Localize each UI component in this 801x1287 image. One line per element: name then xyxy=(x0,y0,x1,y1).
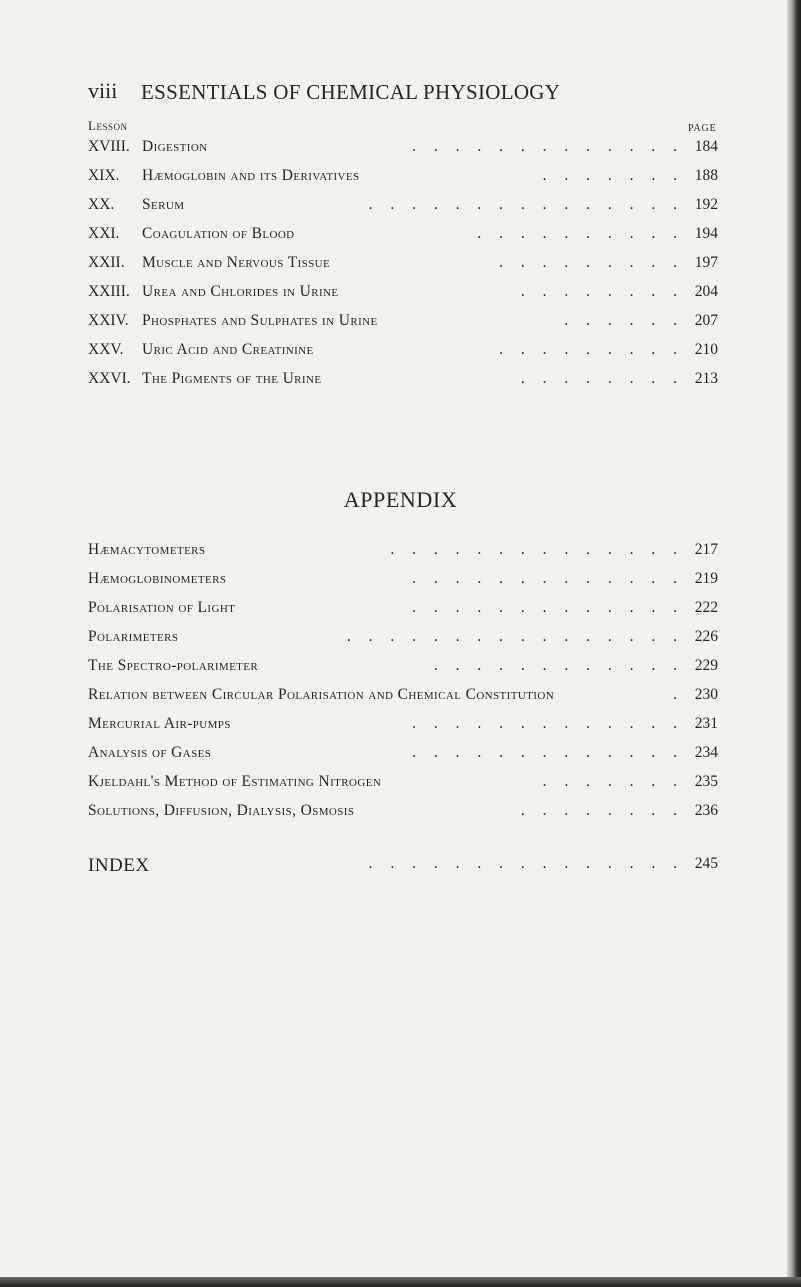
toc-row xyxy=(88,196,718,222)
toc-row xyxy=(88,225,718,251)
lesson-number: XX. xyxy=(88,196,115,213)
page-number: 222 xyxy=(694,599,718,616)
toc-row xyxy=(88,312,718,338)
page-number: 245 xyxy=(694,855,718,872)
toc-row xyxy=(88,570,718,596)
page-header xyxy=(88,78,688,108)
page-number: 229 xyxy=(694,657,718,674)
page-number: 236 xyxy=(694,802,718,819)
lesson-number: XVIII. xyxy=(88,138,130,155)
toc-row xyxy=(88,773,718,799)
lesson-number: XXIV. xyxy=(88,312,129,329)
page-number: 226 xyxy=(694,628,718,645)
page-number: 234 xyxy=(694,744,718,761)
appendix-title: Analysis of Gases xyxy=(88,744,212,761)
lesson-title: Phosphates and Sulphates in Urine xyxy=(142,312,378,329)
page-number: 213 xyxy=(694,370,718,387)
leader-dots: . . . . . . . . xyxy=(520,370,684,387)
appendix-title: Relation between Circular Polarisation and Chemical Constitution xyxy=(88,686,555,703)
lesson-title: Digestion xyxy=(142,138,208,155)
appendix-title: Hæmoglobinometers xyxy=(88,570,227,587)
toc-row xyxy=(88,686,718,712)
page-number: 192 xyxy=(694,196,718,213)
toc-row xyxy=(88,657,718,683)
page-edge-shadow xyxy=(787,0,801,1287)
toc-row xyxy=(88,715,718,741)
lesson-title: Uric Acid and Creatinine xyxy=(142,341,314,358)
page-number: 230 xyxy=(694,686,718,703)
appendix-heading: APPENDIX xyxy=(343,487,458,512)
leader-dots: . . . . . . . xyxy=(542,773,684,790)
leader-dots: . . . . . . . . . xyxy=(499,254,684,271)
toc-row xyxy=(88,283,718,309)
toc-row xyxy=(88,167,718,193)
lesson-column-heading: Lesson xyxy=(88,118,128,133)
toc-row xyxy=(88,855,718,881)
lesson-title: Muscle and Nervous Tissue xyxy=(142,254,331,271)
toc-row xyxy=(88,628,718,654)
leader-dots: . . . . . . . . xyxy=(520,283,684,300)
toc-row xyxy=(88,802,718,828)
leader-dots: . . . . . . . . . . . . . xyxy=(412,715,684,732)
lesson-number: XXIII. xyxy=(88,283,130,300)
leader-dots: . . . . . . . . . . xyxy=(477,225,684,242)
toc-row xyxy=(88,541,718,567)
leader-dots: . . . . . . . . . . . . xyxy=(433,657,684,674)
lesson-title: Urea and Chlorides in Urine xyxy=(142,283,339,300)
page-number: 210 xyxy=(694,341,718,358)
appendix-title: Solutions, Diffusion, Dialysis, Osmosis xyxy=(88,802,355,819)
lesson-number: XXI. xyxy=(88,225,120,242)
page-column-heading: PAGE xyxy=(688,123,717,134)
page-number: 219 xyxy=(694,570,718,587)
page-number: 188 xyxy=(694,167,718,184)
leader-dots: . . . . . . . . xyxy=(520,802,684,819)
running-title: ESSENTIALS OF CHEMICAL PHYSIOLOGY xyxy=(141,80,561,104)
page-bottom-edge xyxy=(0,1277,801,1287)
page-number: 204 xyxy=(694,283,718,300)
leader-dots: . . . . . . . . . . . . . xyxy=(412,744,684,761)
page-number: 184 xyxy=(694,138,718,155)
lesson-title: Coagulation of Blood xyxy=(142,225,295,242)
lesson-number: XXV. xyxy=(88,341,124,358)
toc-row xyxy=(88,599,718,625)
toc-row xyxy=(88,254,718,280)
lesson-title: Serum xyxy=(142,196,185,213)
lesson-title: The Pigments of the Urine xyxy=(142,370,322,387)
lesson-number: XIX. xyxy=(88,167,120,184)
index-title: INDEX xyxy=(88,855,150,876)
page-number: 197 xyxy=(694,254,718,271)
leader-dots: . . . . . . . . . . . . . . . . xyxy=(346,628,684,645)
leader-dots: . . . . . . . . . . . . . . . xyxy=(368,855,684,872)
appendix-title: Polarimeters xyxy=(88,628,179,645)
appendix-title: Polarisation of Light xyxy=(88,599,236,616)
leader-dots: . . . . . . xyxy=(564,312,684,329)
leader-dots: . . . . . . . . . . . . . xyxy=(412,599,684,616)
leader-dots: . . . . . . . xyxy=(542,167,684,184)
leader-dots: . . . . . . . . . . . . . xyxy=(412,138,684,155)
lesson-title: Hæmoglobin and its Derivatives xyxy=(142,167,360,184)
leader-dots: . xyxy=(673,686,684,703)
page-number: 235 xyxy=(694,773,718,790)
page-number: 231 xyxy=(694,715,718,732)
lesson-number: XXII. xyxy=(88,254,125,271)
toc-row xyxy=(88,744,718,770)
page-folio: viii xyxy=(88,78,118,103)
leader-dots: . . . . . . . . . . . . . . . xyxy=(368,196,684,213)
appendix-title: Hæmacytometers xyxy=(88,541,206,558)
toc-row xyxy=(88,341,718,367)
appendix-title: Kjeldahl's Method of Estimating Nitrogen xyxy=(88,773,382,790)
toc-row xyxy=(88,138,718,164)
appendix-title: The Spectro-polarimeter xyxy=(88,657,259,674)
leader-dots: . . . . . . . . . . . . . xyxy=(412,570,684,587)
page-number: 194 xyxy=(694,225,718,242)
appendix-title: Mercurial Air-pumps xyxy=(88,715,231,732)
page-number: 207 xyxy=(694,312,718,329)
toc-row xyxy=(88,370,718,396)
leader-dots: . . . . . . . . . xyxy=(499,341,684,358)
leader-dots: . . . . . . . . . . . . . . xyxy=(390,541,684,558)
lesson-number: XXVI. xyxy=(88,370,131,387)
page-number: 217 xyxy=(694,541,718,558)
